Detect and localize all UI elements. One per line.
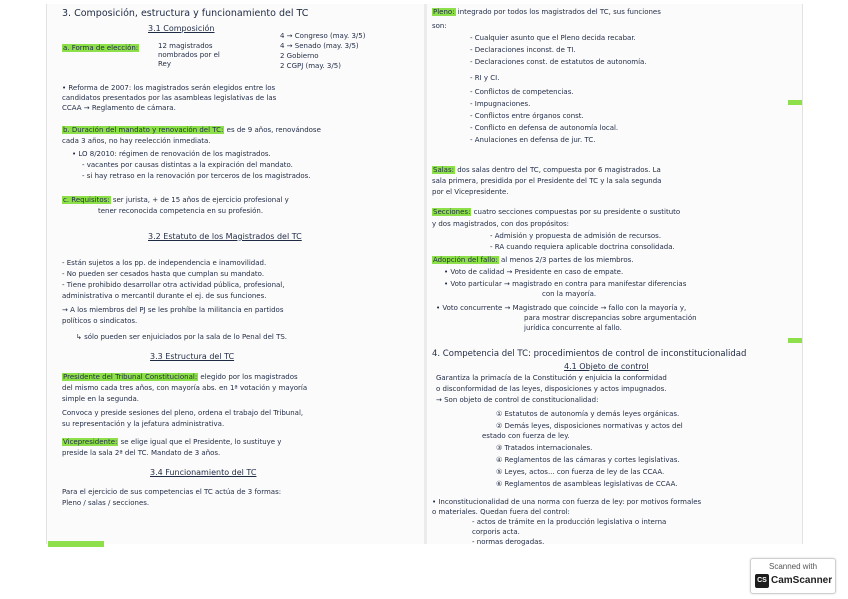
inconst-line-4: corporis acta. — [472, 528, 520, 536]
secciones-label: Secciones: — [433, 208, 471, 216]
voto-concurrente: • Voto concurrente → Magistrado que coincide → fallo con la mayoría y, — [436, 304, 687, 312]
voto-particular: • Voto particular → magistrado en contra para manifestar diferencias — [444, 280, 687, 288]
right-margin-mark-1 — [788, 100, 802, 105]
requisitos-line-1: ser jurista, + de 15 años de ejercicio profesional y — [112, 196, 289, 204]
section-3-1-title: 3.1 Composición — [148, 24, 215, 33]
presidente-line-4: su representación y la jefatura administrativa. — [62, 420, 225, 428]
section-3-3-title: 3.3 Estructura del TC — [150, 352, 235, 361]
pleno-item-9: - Anulaciones en defensa de jur. TC. — [470, 136, 596, 144]
voto-concurrente-cont-2: jurídica concurrente al fallo. — [524, 324, 622, 332]
left-margin-highlight — [48, 541, 104, 547]
pleno-item-6: - Impugnaciones. — [470, 100, 531, 108]
section-3-4-title: 3.4 Funcionamiento del TC — [150, 468, 257, 477]
salas-label: Salas: — [433, 166, 454, 174]
forma-eleccion-text: 12 magistrados nombrados por el Rey — [158, 42, 220, 68]
estatuto-line-6: políticos o sindicatos. — [62, 317, 138, 325]
objeto-item-2: ② Demás leyes, disposiciones normativas y actos del — [496, 422, 683, 430]
secciones-line-2: - Admisión y propuesta de admisión de recursos. — [490, 232, 662, 240]
secciones-line-1: y dos magistrados, con dos propósitos: — [432, 220, 570, 228]
estatuto-line-4: administrativa o mercantil durante el ej. de sus funciones. — [62, 292, 267, 300]
objeto-intro-3: → Son objeto de control de constitucionalidad: — [436, 396, 599, 404]
requisitos-label: c. Requisitos: — [63, 196, 110, 204]
camscanner-logo-icon: CS — [755, 574, 769, 588]
page-fold — [424, 4, 427, 544]
forma-eleccion-label: a. Forma de elección: — [63, 44, 139, 52]
voto-concurrente-cont-1: para mostrar discrepancias sobre argumentación — [524, 314, 697, 322]
inconst-line-1: • Inconstitucionalidad de una norma con fuerza de ley: por motivos formales — [432, 498, 702, 506]
secciones-text: cuatro secciones compuestas por su presidente o sustituto — [473, 208, 681, 216]
branch-cgpj: 2 CGPJ (may. 3/5) — [280, 62, 341, 70]
branch-congreso: 4 → Congreso (may. 3/5) — [280, 32, 366, 40]
inconst-line-2: o materiales. Quedan fuera del control: — [432, 508, 570, 516]
branch-senado: 4 → Senado (may. 3/5) — [280, 42, 359, 50]
section-4-1-title: 4.1 Objeto de control — [564, 362, 649, 371]
camscanner-name: CamScanner — [771, 575, 833, 586]
duracion-line-2: • LO 8/2010: régimen de renovación de los magistrados. — [72, 150, 271, 158]
objeto-item-2-cont: estado con fuerza de ley. — [482, 432, 570, 440]
pleno-item-5: - Conflictos de competencias. — [470, 88, 574, 96]
objeto-intro-2: o disconformidad de las leyes, disposiciones y actos impugnados. — [436, 385, 667, 393]
requisitos-line-2: tener reconocida competencia en su profesión. — [98, 207, 264, 215]
objeto-intro-1: Garantiza la primacía de la Constitución y enjuicia la conformidad — [436, 374, 667, 382]
main-title: 3. Composición, estructura y funcionamiento del TC — [62, 8, 309, 19]
reforma-line-1: • Reforma de 2007: los magistrados serán elegidos entre los — [62, 84, 276, 92]
presidente-text: elegido por los magistrados — [200, 373, 298, 381]
objeto-item-6: ⑥ Reglamentos de asambleas legislativas de CCAA. — [496, 480, 678, 488]
pleno-label: Pleno: — [433, 8, 455, 16]
funcionamiento-line-2: Pleno / salas / secciones. — [62, 499, 150, 507]
pleno-item-8: - Conflicto en defensa de autonomía local. — [470, 124, 619, 132]
pleno-text: integrado por todos los magistrados del TC, sus funciones — [457, 8, 661, 16]
duracion-label: b. Duración del mandato y renovación del TC: — [63, 126, 224, 134]
duracion-line-4: - si hay retraso en la renovación por terceros de los magistrados. — [82, 172, 311, 180]
adopcion-label: Adopción del fallo: — [433, 256, 498, 264]
duracion-text: es de 9 años, renovándose — [226, 126, 321, 134]
pleno-item-7: - Conflictos entre órganos const. — [470, 112, 584, 120]
adopcion-text: al menos 2/3 partes de los miembros. — [501, 256, 634, 264]
vice-label: Vicepresidente: — [63, 438, 118, 446]
estatuto-line-7: ↳ sólo pueden ser enjuiciados por la sala de lo Penal del TS. — [76, 333, 288, 341]
voto-calidad: • Voto de calidad → Presidente en caso de empate. — [444, 268, 624, 276]
pleno-son: son: — [432, 22, 447, 30]
section-4-title: 4. Competencia del TC: procedimientos de control de inconstitucionalidad — [432, 349, 747, 359]
voto-particular-cont: con la mayoría. — [542, 290, 597, 298]
vice-line-1: preside la sala 2ª del TC. Mandato de 3 años. — [62, 449, 221, 457]
objeto-item-5: ⑤ Leyes, actos... con fuerza de ley de las CCAA. — [496, 468, 665, 476]
duracion-line-1: cada 3 años, no hay reelección inmediata. — [62, 137, 211, 145]
presidente-line-2: simple en la segunda. — [62, 395, 139, 403]
presidente-label: Presidente del Tribunal Constitucional: — [63, 373, 198, 381]
pleno-item-2: - Declaraciones inconst. de TI. — [470, 46, 576, 54]
estatuto-line-3: - Tiene prohibido desarrollar otra actividad pública, profesional, — [62, 281, 285, 289]
salas-text: dos salas dentro del TC, compuesta por 6 magistrados. La — [457, 166, 661, 174]
camscanner-badge — [750, 558, 836, 594]
estatuto-line-5: → A los miembros del PJ se les prohíbe la militancia en partidos — [62, 306, 284, 314]
presidente-line-3: Convoca y preside sesiones del pleno, ordena el trabajo del Tribunal, — [62, 409, 304, 417]
salas-line-2: por el Vicepresidente. — [432, 188, 509, 196]
pleno-item-3: - Declaraciones const. de estatutos de autonomía. — [470, 58, 647, 66]
objeto-item-4: ④ Reglamentos de las cámaras y cortes legislativas. — [496, 456, 680, 464]
presidente-line-1: del mismo cada tres años, con mayoría abs. en 1ª votación y mayoría — [62, 384, 308, 392]
secciones-line-3: - RA cuando requiera aplicable doctrina consolidada. — [490, 243, 675, 251]
scanned-with-text: Scanned with — [768, 562, 818, 571]
pleno-item-1: - Cualquier asunto que el Pleno decida recabar. — [470, 34, 636, 42]
vice-text: se elige igual que el Presidente, lo sustituye y — [120, 438, 282, 446]
duracion-line-3: - vacantes por causas distintas a la expiración del mandato. — [82, 161, 293, 169]
branch-gobierno: 2 Gobierno — [280, 52, 319, 60]
salas-line-1: sala primera, presidida por el Presidente del TC y la sala segunda — [432, 177, 662, 185]
objeto-item-3: ③ Tratados internacionales. — [496, 444, 593, 452]
section-3-2-title: 3.2 Estatuto de los Magistrados del TC — [148, 232, 302, 241]
estatuto-line-2: - No pueden ser cesados hasta que cumplan su mandato. — [62, 270, 265, 278]
reforma-line-2: candidatos presentados por las asambleas legislativas de las — [62, 94, 277, 102]
pleno-item-4: - RI y CI. — [470, 74, 500, 82]
funcionamiento-line-1: Para el ejercicio de sus competencias el TC actúa de 3 formas: — [62, 488, 282, 496]
right-margin-mark-2 — [788, 338, 802, 343]
objeto-item-1: ① Estatutos de autonomía y demás leyes orgánicas. — [496, 410, 680, 418]
inconst-line-3: - actos de trámite en la producción legislativa o interna — [472, 518, 667, 526]
estatuto-line-1: - Están sujetos a los pp. de independencia e inamovilidad. — [62, 259, 267, 267]
inconst-line-5: - normas derogadas. — [472, 538, 545, 546]
reforma-line-3: CCAA → Reglamento de cámara. — [62, 104, 176, 112]
